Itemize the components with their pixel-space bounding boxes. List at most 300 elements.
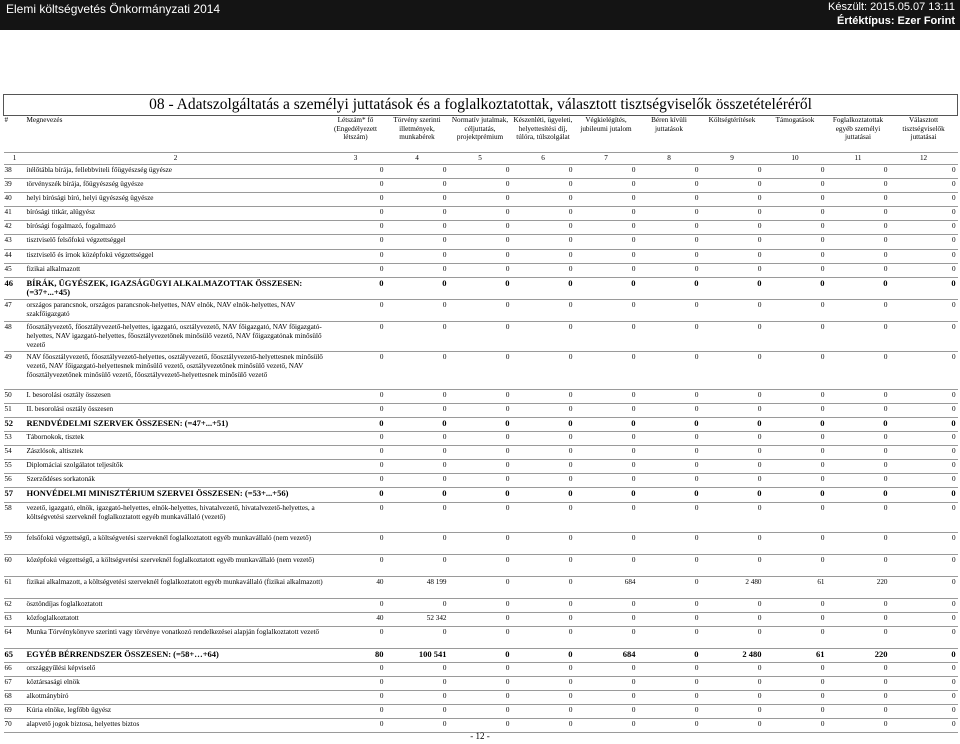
value-cell: 0 [638, 474, 701, 488]
value-cell: 0 [326, 690, 386, 704]
value-cell: 0 [449, 690, 512, 704]
value-cell: 0 [512, 460, 575, 474]
row-name: országos parancsnok, országos parancsnok-helyettes, NAV elnök, NAV elnök-helyettes, NAV szakfőigazgató [26, 299, 326, 321]
value-cell: 0 [890, 648, 958, 662]
value-cell: 0 [764, 299, 827, 321]
value-cell: 0 [764, 554, 827, 576]
row-number: 49 [4, 351, 26, 389]
value-cell: 0 [512, 598, 575, 612]
value-cell: 0 [638, 179, 701, 193]
value-cell: 0 [326, 676, 386, 690]
value-cell: 0 [512, 474, 575, 488]
value-cell: 0 [701, 502, 764, 532]
row-number: 56 [4, 474, 26, 488]
row-number: 39 [4, 179, 26, 193]
value-cell: 0 [827, 277, 890, 299]
value-cell: 0 [890, 207, 958, 221]
value-cell: 0 [890, 321, 958, 351]
value-cell: 0 [326, 705, 386, 719]
value-cell: 0 [512, 690, 575, 704]
value-cell: 0 [827, 432, 890, 446]
table-row [4, 488, 958, 502]
table-row [4, 662, 958, 676]
value-cell: 0 [326, 460, 386, 474]
value-cell: 0 [575, 626, 638, 648]
value-cell: 0 [701, 662, 764, 676]
value-cell: 0 [890, 263, 958, 277]
value-cell: 0 [386, 502, 449, 532]
table-row [4, 460, 958, 474]
row-number: 66 [4, 662, 26, 676]
value-cell: 0 [386, 626, 449, 648]
value-cell: 0 [575, 502, 638, 532]
value-cell: 0 [512, 207, 575, 221]
value-cell: 0 [326, 446, 386, 460]
value-cell: 0 [575, 221, 638, 235]
column-header: Készenléti, ügyeleti, helyettesítési díj, túlóra, túlszolgálat [512, 116, 575, 153]
value-cell: 0 [638, 460, 701, 474]
value-cell: 0 [575, 207, 638, 221]
value-cell: 0 [449, 432, 512, 446]
value-cell: 0 [512, 648, 575, 662]
value-cell: 220 [827, 648, 890, 662]
table-row [4, 532, 958, 554]
value-cell: 0 [827, 705, 890, 719]
value-cell: 0 [575, 403, 638, 417]
value-cell: 2 480 [701, 576, 764, 598]
value-cell: 0 [638, 207, 701, 221]
row-name: köztársasági elnök [26, 676, 326, 690]
value-cell: 0 [764, 221, 827, 235]
value-cell: 0 [890, 598, 958, 612]
value-cell: 0 [326, 235, 386, 249]
value-cell: 0 [701, 626, 764, 648]
value-cell: 0 [449, 612, 512, 626]
row-number: 54 [4, 446, 26, 460]
value-cell: 0 [449, 235, 512, 249]
value-cell: 0 [638, 263, 701, 277]
value-cell: 0 [575, 263, 638, 277]
value-cell: 0 [638, 576, 701, 598]
value-cell: 0 [638, 705, 701, 719]
value-cell: 0 [449, 554, 512, 576]
row-name: HONVÉDELMI MINISZTÉRIUM SZERVEI ÖSSZESEN: (=53+...+56) [26, 488, 326, 502]
value-cell: 0 [701, 351, 764, 389]
value-cell: 0 [890, 179, 958, 193]
table-row [4, 576, 958, 598]
value-cell: 0 [386, 207, 449, 221]
value-cell: 0 [449, 179, 512, 193]
row-name: középfokú végzettségű, a költségvetési szerveknél foglalkoztatott egyéb munkavállaló (nem vezető) [26, 554, 326, 576]
value-cell: 0 [326, 221, 386, 235]
value-cell: 0 [449, 249, 512, 263]
value-cell: 0 [701, 403, 764, 417]
value-cell: 0 [701, 488, 764, 502]
value-cell: 0 [575, 432, 638, 446]
value-cell: 0 [386, 403, 449, 417]
value-cell: 0 [701, 263, 764, 277]
value-cell: 0 [764, 532, 827, 554]
value-cell: 0 [575, 676, 638, 690]
value-cell: 0 [326, 351, 386, 389]
value-cell: 0 [638, 299, 701, 321]
value-cell: 0 [386, 554, 449, 576]
value-cell: 0 [890, 705, 958, 719]
row-name: közfoglalkoztatott [26, 612, 326, 626]
table-row [4, 690, 958, 704]
value-cell: 0 [386, 460, 449, 474]
value-cell: 0 [827, 460, 890, 474]
column-number: 5 [449, 153, 512, 165]
value-cell: 0 [764, 432, 827, 446]
value-cell: 684 [575, 648, 638, 662]
value-cell: 0 [890, 719, 958, 733]
value-cell: 684 [575, 576, 638, 598]
value-cell: 0 [386, 690, 449, 704]
value-cell: 0 [764, 446, 827, 460]
value-cell: 0 [701, 235, 764, 249]
value-cell: 0 [764, 488, 827, 502]
row-name: RENDVÉDELMI SZERVEK ÖSSZESEN: (=47+...+51) [26, 417, 326, 431]
value-cell: 0 [890, 662, 958, 676]
value-cell: 0 [512, 676, 575, 690]
row-name: helyi bírósági bíró, helyi ügyészség ügyésze [26, 193, 326, 207]
value-cell: 0 [512, 705, 575, 719]
value-cell: 0 [449, 299, 512, 321]
value-cell: 0 [512, 403, 575, 417]
row-number: 41 [4, 207, 26, 221]
value-cell: 0 [890, 249, 958, 263]
value-cell: 0 [575, 299, 638, 321]
value-cell: 0 [764, 690, 827, 704]
value-cell: 0 [512, 179, 575, 193]
table-row [4, 598, 958, 612]
value-cell: 0 [764, 193, 827, 207]
value-cell: 0 [386, 221, 449, 235]
value-cell: 0 [575, 662, 638, 676]
row-number: 47 [4, 299, 26, 321]
column-header: Béren kívüli juttatások [638, 116, 701, 153]
value-cell: 0 [575, 249, 638, 263]
value-cell: 0 [512, 432, 575, 446]
value-cell: 0 [638, 676, 701, 690]
row-name: bírósági titkár, alügyész [26, 207, 326, 221]
value-cell: 0 [827, 207, 890, 221]
page-number: - 12 - [470, 731, 490, 741]
value-cell: 0 [326, 389, 386, 403]
value-cell: 0 [449, 532, 512, 554]
column-header: Támogatások [764, 116, 827, 153]
row-name: főosztályvezető, főosztályvezető-helyettes, igazgató, osztályvezető, NAV főigazgató, NAV főigazgató-helyettes, NAV igazgató-helyettes, főosztályvezetőnek minősülő vezető, NAV főigazgatónak minősülő vezető [26, 321, 326, 351]
value-cell: 0 [827, 690, 890, 704]
value-cell: 0 [449, 648, 512, 662]
value-cell: 0 [386, 432, 449, 446]
row-number: 64 [4, 626, 26, 648]
value-cell: 0 [386, 532, 449, 554]
value-cell: 0 [326, 626, 386, 648]
column-header: Normatív jutalmak, céljuttatás, projektprémium [449, 116, 512, 153]
value-cell: 0 [827, 676, 890, 690]
value-cell: 0 [449, 576, 512, 598]
value-cell: 0 [512, 165, 575, 179]
row-name: II. besorolási osztály összesen [26, 403, 326, 417]
value-cell: 0 [638, 432, 701, 446]
value-cell: 0 [827, 193, 890, 207]
value-cell: 0 [638, 235, 701, 249]
value-cell: 0 [638, 648, 701, 662]
value-cell: 0 [512, 277, 575, 299]
value-cell: 0 [386, 235, 449, 249]
value-cell: 0 [326, 719, 386, 733]
value-cell: 0 [386, 705, 449, 719]
value-cell: 0 [449, 351, 512, 389]
column-number: 1 [4, 153, 26, 165]
row-name: vezető, igazgató, elnök, igazgató-helyettes, elnök-helyettes, hivatalvezető, hivatalvezető-helyettes, a költségvetési szerveknél foglalkoztatott egyéb munkavállaló (vezető) [26, 502, 326, 532]
value-cell: 0 [449, 263, 512, 277]
value-cell: 0 [512, 193, 575, 207]
column-number: 3 [326, 153, 386, 165]
value-cell: 0 [449, 488, 512, 502]
column-number-row [4, 153, 958, 165]
value-cell: 0 [827, 532, 890, 554]
value-cell: 0 [890, 488, 958, 502]
value-cell: 0 [827, 488, 890, 502]
table-row [4, 648, 958, 662]
value-cell: 0 [764, 277, 827, 299]
column-number: 9 [701, 153, 764, 165]
value-cell: 0 [701, 676, 764, 690]
table-row [4, 165, 958, 179]
value-cell: 0 [449, 719, 512, 733]
value-cell: 0 [701, 612, 764, 626]
value-cell: 0 [512, 554, 575, 576]
value-cell: 0 [827, 474, 890, 488]
value-cell: 0 [638, 662, 701, 676]
value-cell: 0 [890, 221, 958, 235]
value-cell: 0 [326, 417, 386, 431]
column-header: # [4, 116, 26, 153]
value-cell: 0 [638, 719, 701, 733]
value-cell: 0 [764, 207, 827, 221]
value-cell: 0 [764, 263, 827, 277]
value-cell: 0 [764, 249, 827, 263]
table-row [4, 221, 958, 235]
row-number: 45 [4, 263, 26, 277]
value-cell: 0 [638, 351, 701, 389]
table-row [4, 676, 958, 690]
value-cell: 0 [827, 612, 890, 626]
value-cell: 0 [449, 502, 512, 532]
value-cell: 0 [575, 321, 638, 351]
value-cell: 0 [575, 460, 638, 474]
row-name: ítélőtábla bírája, fellebbviteli főügyészség ügyésze [26, 165, 326, 179]
value-cell: 0 [449, 662, 512, 676]
value-cell: 0 [764, 235, 827, 249]
value-cell: 0 [512, 351, 575, 389]
value-cell: 0 [386, 299, 449, 321]
value-cell: 0 [890, 612, 958, 626]
value-cell: 0 [512, 612, 575, 626]
table-row [4, 263, 958, 277]
table-row [4, 277, 958, 299]
value-cell: 0 [827, 554, 890, 576]
value-cell: 0 [386, 165, 449, 179]
value-cell: 0 [638, 612, 701, 626]
top-bar [0, 0, 960, 30]
row-number: 62 [4, 598, 26, 612]
value-cell: 0 [512, 221, 575, 235]
value-cell: 0 [449, 676, 512, 690]
table-row [4, 705, 958, 719]
header-row [4, 116, 958, 153]
value-cell: 0 [575, 193, 638, 207]
column-header: Költségtérítések [701, 116, 764, 153]
value-cell: 0 [701, 389, 764, 403]
column-number: 8 [638, 153, 701, 165]
value-cell: 0 [890, 165, 958, 179]
value-cell: 0 [764, 460, 827, 474]
value-cell: 0 [701, 179, 764, 193]
value-cell: 0 [890, 446, 958, 460]
value-cell: 40 [326, 576, 386, 598]
value-cell: 0 [386, 249, 449, 263]
value-cell: 0 [827, 165, 890, 179]
column-header: Megnevezés [26, 116, 326, 153]
value-cell: 0 [575, 488, 638, 502]
value-cell: 0 [701, 249, 764, 263]
value-cell: 0 [638, 690, 701, 704]
row-name: tisztviselő felsőfokú végzettséggel [26, 235, 326, 249]
value-cell: 0 [449, 474, 512, 488]
row-number: 40 [4, 193, 26, 207]
value-cell: 0 [512, 235, 575, 249]
value-cell: 0 [890, 676, 958, 690]
value-cell: 0 [638, 446, 701, 460]
value-cell: 0 [701, 460, 764, 474]
value-cell: 0 [890, 235, 958, 249]
value-cell: 0 [701, 474, 764, 488]
row-number: 43 [4, 235, 26, 249]
row-number: 48 [4, 321, 26, 351]
value-cell: 0 [386, 662, 449, 676]
row-number: 55 [4, 460, 26, 474]
value-cell: 0 [638, 389, 701, 403]
value-cell: 0 [449, 389, 512, 403]
value-cell: 0 [326, 403, 386, 417]
value-cell: 0 [827, 389, 890, 403]
value-cell: 0 [575, 235, 638, 249]
table-row [4, 502, 958, 532]
value-cell: 0 [764, 403, 827, 417]
value-cell: 0 [827, 351, 890, 389]
row-number: 70 [4, 719, 26, 733]
column-number: 2 [26, 153, 326, 165]
value-cell: 0 [449, 460, 512, 474]
value-cell: 0 [764, 474, 827, 488]
value-cell: 0 [890, 626, 958, 648]
value-cell: 0 [701, 321, 764, 351]
row-name: tisztviselő és írnok középfokú végzettséggel [26, 249, 326, 263]
table-row [4, 299, 958, 321]
value-cell: 0 [638, 403, 701, 417]
value-cell: 0 [386, 321, 449, 351]
value-cell: 0 [764, 598, 827, 612]
org-title: Elemi költségvetés Önkormányzati 2014 [6, 2, 221, 16]
value-cell: 0 [326, 277, 386, 299]
value-cell: 0 [326, 263, 386, 277]
row-name: törvényszék bírája, főügyészség ügyésze [26, 179, 326, 193]
value-cell: 0 [386, 719, 449, 733]
value-cell: 0 [575, 389, 638, 403]
value-cell: 0 [827, 446, 890, 460]
value-cell: 0 [638, 321, 701, 351]
value-cell: 80 [326, 648, 386, 662]
value-cell: 0 [575, 165, 638, 179]
table-row [4, 235, 958, 249]
value-cell: 0 [764, 417, 827, 431]
value-cell: 0 [449, 626, 512, 648]
row-name: felsőfokú végzettségű, a költségvetési szerveknél foglalkoztatott egyéb munkavállaló (nem vezető) [26, 532, 326, 554]
value-cell: 0 [701, 705, 764, 719]
value-cell: 0 [326, 207, 386, 221]
value-cell: 0 [764, 351, 827, 389]
value-cell: 0 [386, 598, 449, 612]
row-name: I. besorolási osztály összesen [26, 389, 326, 403]
value-cell: 0 [890, 474, 958, 488]
value-cell: 0 [386, 446, 449, 460]
value-cell: 0 [512, 502, 575, 532]
row-name: Kúria elnöke, legfőbb ügyész [26, 705, 326, 719]
table-row [4, 626, 958, 648]
value-cell: 0 [638, 277, 701, 299]
value-cell: 0 [701, 417, 764, 431]
value-cell: 0 [326, 193, 386, 207]
row-name: Szerződéses sorkatonák [26, 474, 326, 488]
table-row [4, 179, 958, 193]
value-cell: 0 [326, 554, 386, 576]
value-cell: 0 [326, 474, 386, 488]
value-cell: 0 [701, 299, 764, 321]
value-cell: 0 [764, 705, 827, 719]
value-cell: 0 [449, 446, 512, 460]
row-name: fizikai alkalmazott, a költségvetési szerveknél foglalkoztatott egyéb munkavállaló (fizikai alkalmazott) [26, 576, 326, 598]
value-cell: 0 [701, 221, 764, 235]
value-cell: 0 [638, 221, 701, 235]
column-number: 11 [827, 153, 890, 165]
value-cell: 0 [890, 576, 958, 598]
value-cell: 0 [827, 249, 890, 263]
value-cell: 0 [827, 263, 890, 277]
value-cell: 0 [575, 554, 638, 576]
column-number: 12 [890, 153, 958, 165]
value-cell: 0 [827, 321, 890, 351]
row-number: 59 [4, 532, 26, 554]
column-header: Törvény szerinti illetmények, munkabérek [386, 116, 449, 153]
column-header: Foglalkoztatottak egyéb személyi juttatásai [827, 116, 890, 153]
row-name: NAV főosztályvezető, főosztályvezető-helyettes, osztályvezető, főosztályvezető-helyettesnek minősülő vezető, NAV főigazgató-helyettesnek minősülő vezető, osztályvezetőnek minősülő vezető, NAV főosztályvezetőnek minősülő vezető, főosztályvezető-helyettesnek minősülő vezető [26, 351, 326, 389]
value-cell: 0 [890, 554, 958, 576]
row-name: alkotmánybíró [26, 690, 326, 704]
value-cell: 0 [638, 249, 701, 263]
column-number: 7 [575, 153, 638, 165]
value-cell: 0 [827, 598, 890, 612]
row-name: EGYÉB BÉRRENDSZER ÖSSZESEN: (=58+…+64) [26, 648, 326, 662]
row-name: ösztöndíjas foglalkoztatott [26, 598, 326, 612]
value-cell: 0 [575, 277, 638, 299]
row-number: 53 [4, 432, 26, 446]
value-cell: 0 [701, 193, 764, 207]
value-cell: 0 [449, 705, 512, 719]
